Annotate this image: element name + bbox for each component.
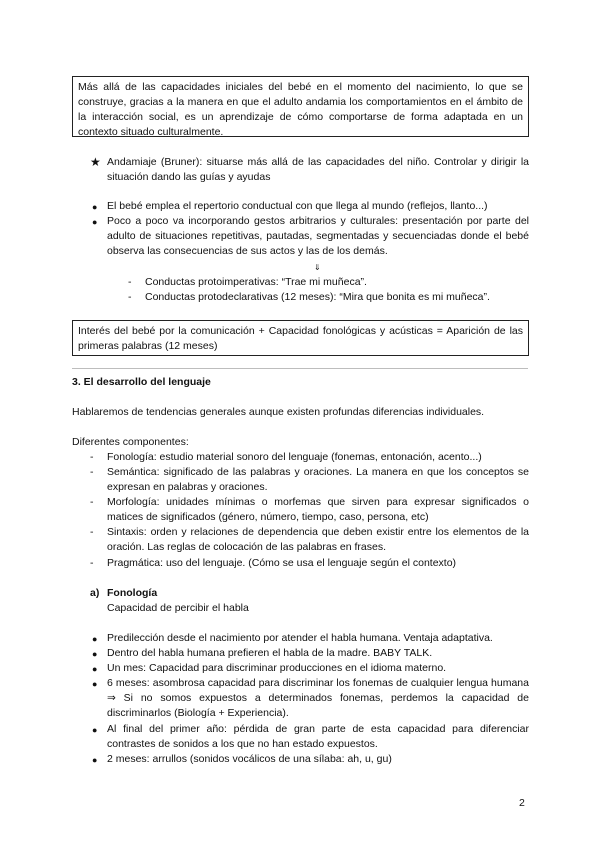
dash-icon: - (90, 496, 94, 508)
intro-text: Hablaremos de tendencias generales aunque existen profundas diferencias individuales. (72, 406, 485, 418)
bullet-dot-icon: ● (92, 725, 98, 735)
highlight-box-intro-text: Más allá de las capacidades iniciales del bebé en el momento del nacimiento, lo que se construye, gracias a la manera en que el adulto andamia los comportamientos en el ámbito de la interacción social, es un aprendizaje de cómo comportarse de forma adaptada en un contexto situado culturalmente. (78, 81, 523, 138)
dash-icon: - (90, 451, 94, 463)
dash-item: Conductas protodeclarativas (12 meses): “Mira que bonita es mi muñeca”. (145, 291, 490, 303)
highlight-box-intro (72, 76, 529, 137)
dash-icon: - (90, 466, 94, 478)
bullet-dot-icon: ● (92, 634, 98, 644)
list-item: 2 meses: arrullos (sonidos vocálicos de una sílaba: ah, u, gu) (107, 753, 392, 765)
component-item: Fonología: estudio material sonoro del lenguaje (fonemas, entonación, acento...) (107, 451, 482, 463)
component-item: Pragmática: uso del lenguaje. (Cómo se usa el lenguaje según el contexto) (107, 557, 457, 569)
bullet-dot-icon: ● (92, 679, 98, 689)
bullet-dot-icon: ● (92, 217, 98, 227)
list-item: Dentro del habla humana prefieren el habla de la madre. BABY TALK. (107, 647, 433, 659)
list-item: Poco a poco va incorporando gestos arbitrarios y culturales: presentación por parte del adulto de situaciones repetitivas, pautadas, segmentadas y secuenciadas donde el bebé observa las consecuencias de sus actos y las de los demás. (107, 215, 529, 257)
components-label: Diferentes componentes: (72, 436, 189, 448)
subsection-title: Fonología (107, 587, 158, 599)
dash-icon: - (128, 291, 132, 303)
dash-icon: - (90, 557, 94, 569)
list-item: Predilección desde el nacimiento por atender el habla humana. Ventaja adaptativa. (107, 632, 493, 644)
subsection-label: a) (90, 587, 100, 599)
dash-icon: - (128, 276, 132, 288)
bullet-dot-icon: ● (92, 649, 98, 659)
bullet-dot-icon: ● (92, 755, 98, 765)
bullet-dot-icon: ● (92, 664, 98, 674)
list-item: Al final del primer año: pérdida de gran parte de esta capacidad para diferenciar contrastes de sonidos a los que no han estado expuestos. (107, 723, 529, 750)
section-title: 3. El desarrollo del lenguaje (72, 376, 211, 388)
page-number: 2 (519, 797, 525, 809)
star-bullet-icon: ★ (90, 155, 101, 169)
dash-icon: - (90, 526, 94, 538)
component-item: Sintaxis: orden y relaciones de dependencia que deben existir entre los elementos de la oración. Las reglas de colocación de las palabras en frases. (107, 526, 529, 553)
highlight-box-equation-text: Interés del bebé por la comunicación + Capacidad fonológicas y acústicas = Aparición de las primeras palabras (12 meses) (78, 325, 523, 352)
bullet-dot-icon: ● (92, 202, 98, 212)
section-divider (72, 368, 528, 369)
dash-item: Conductas protoimperativas: “Trae mi muñeca”. (145, 276, 367, 288)
list-item: 6 meses: asombrosa capacidad para discriminar los fonemas de cualquier lengua humana ⇒ Si no somos expuestos a determinados fonemas, perdemos la capacidad de discriminarlos (Biología + Experiencia). (107, 677, 529, 719)
list-item: Un mes: Capacidad para discriminar producciones en el idioma materno. (107, 662, 447, 674)
highlight-box-equation (72, 320, 529, 356)
component-item: Morfología: unidades mínimas o morfemas que sirven para expresar significados o matices de significados (género, número, tiempo, caso, persona, etc) (107, 496, 529, 523)
component-item: Semántica: significado de las palabras y oraciones. La manera en que los conceptos se expresan en palabras y oraciones. (107, 466, 529, 493)
down-arrow-icon: ⇓ (314, 263, 321, 272)
star-item-text: Andamiaje (Bruner): situarse más allá de las capacidades del niño. Controlar y dirigir la situación dando las guías y ayudas (107, 156, 529, 183)
list-item: El bebé emplea el repertorio conductual con que llega al mundo (reflejos, llanto...) (107, 200, 488, 212)
subsection-subtitle: Capacidad de percibir el habla (107, 602, 249, 614)
